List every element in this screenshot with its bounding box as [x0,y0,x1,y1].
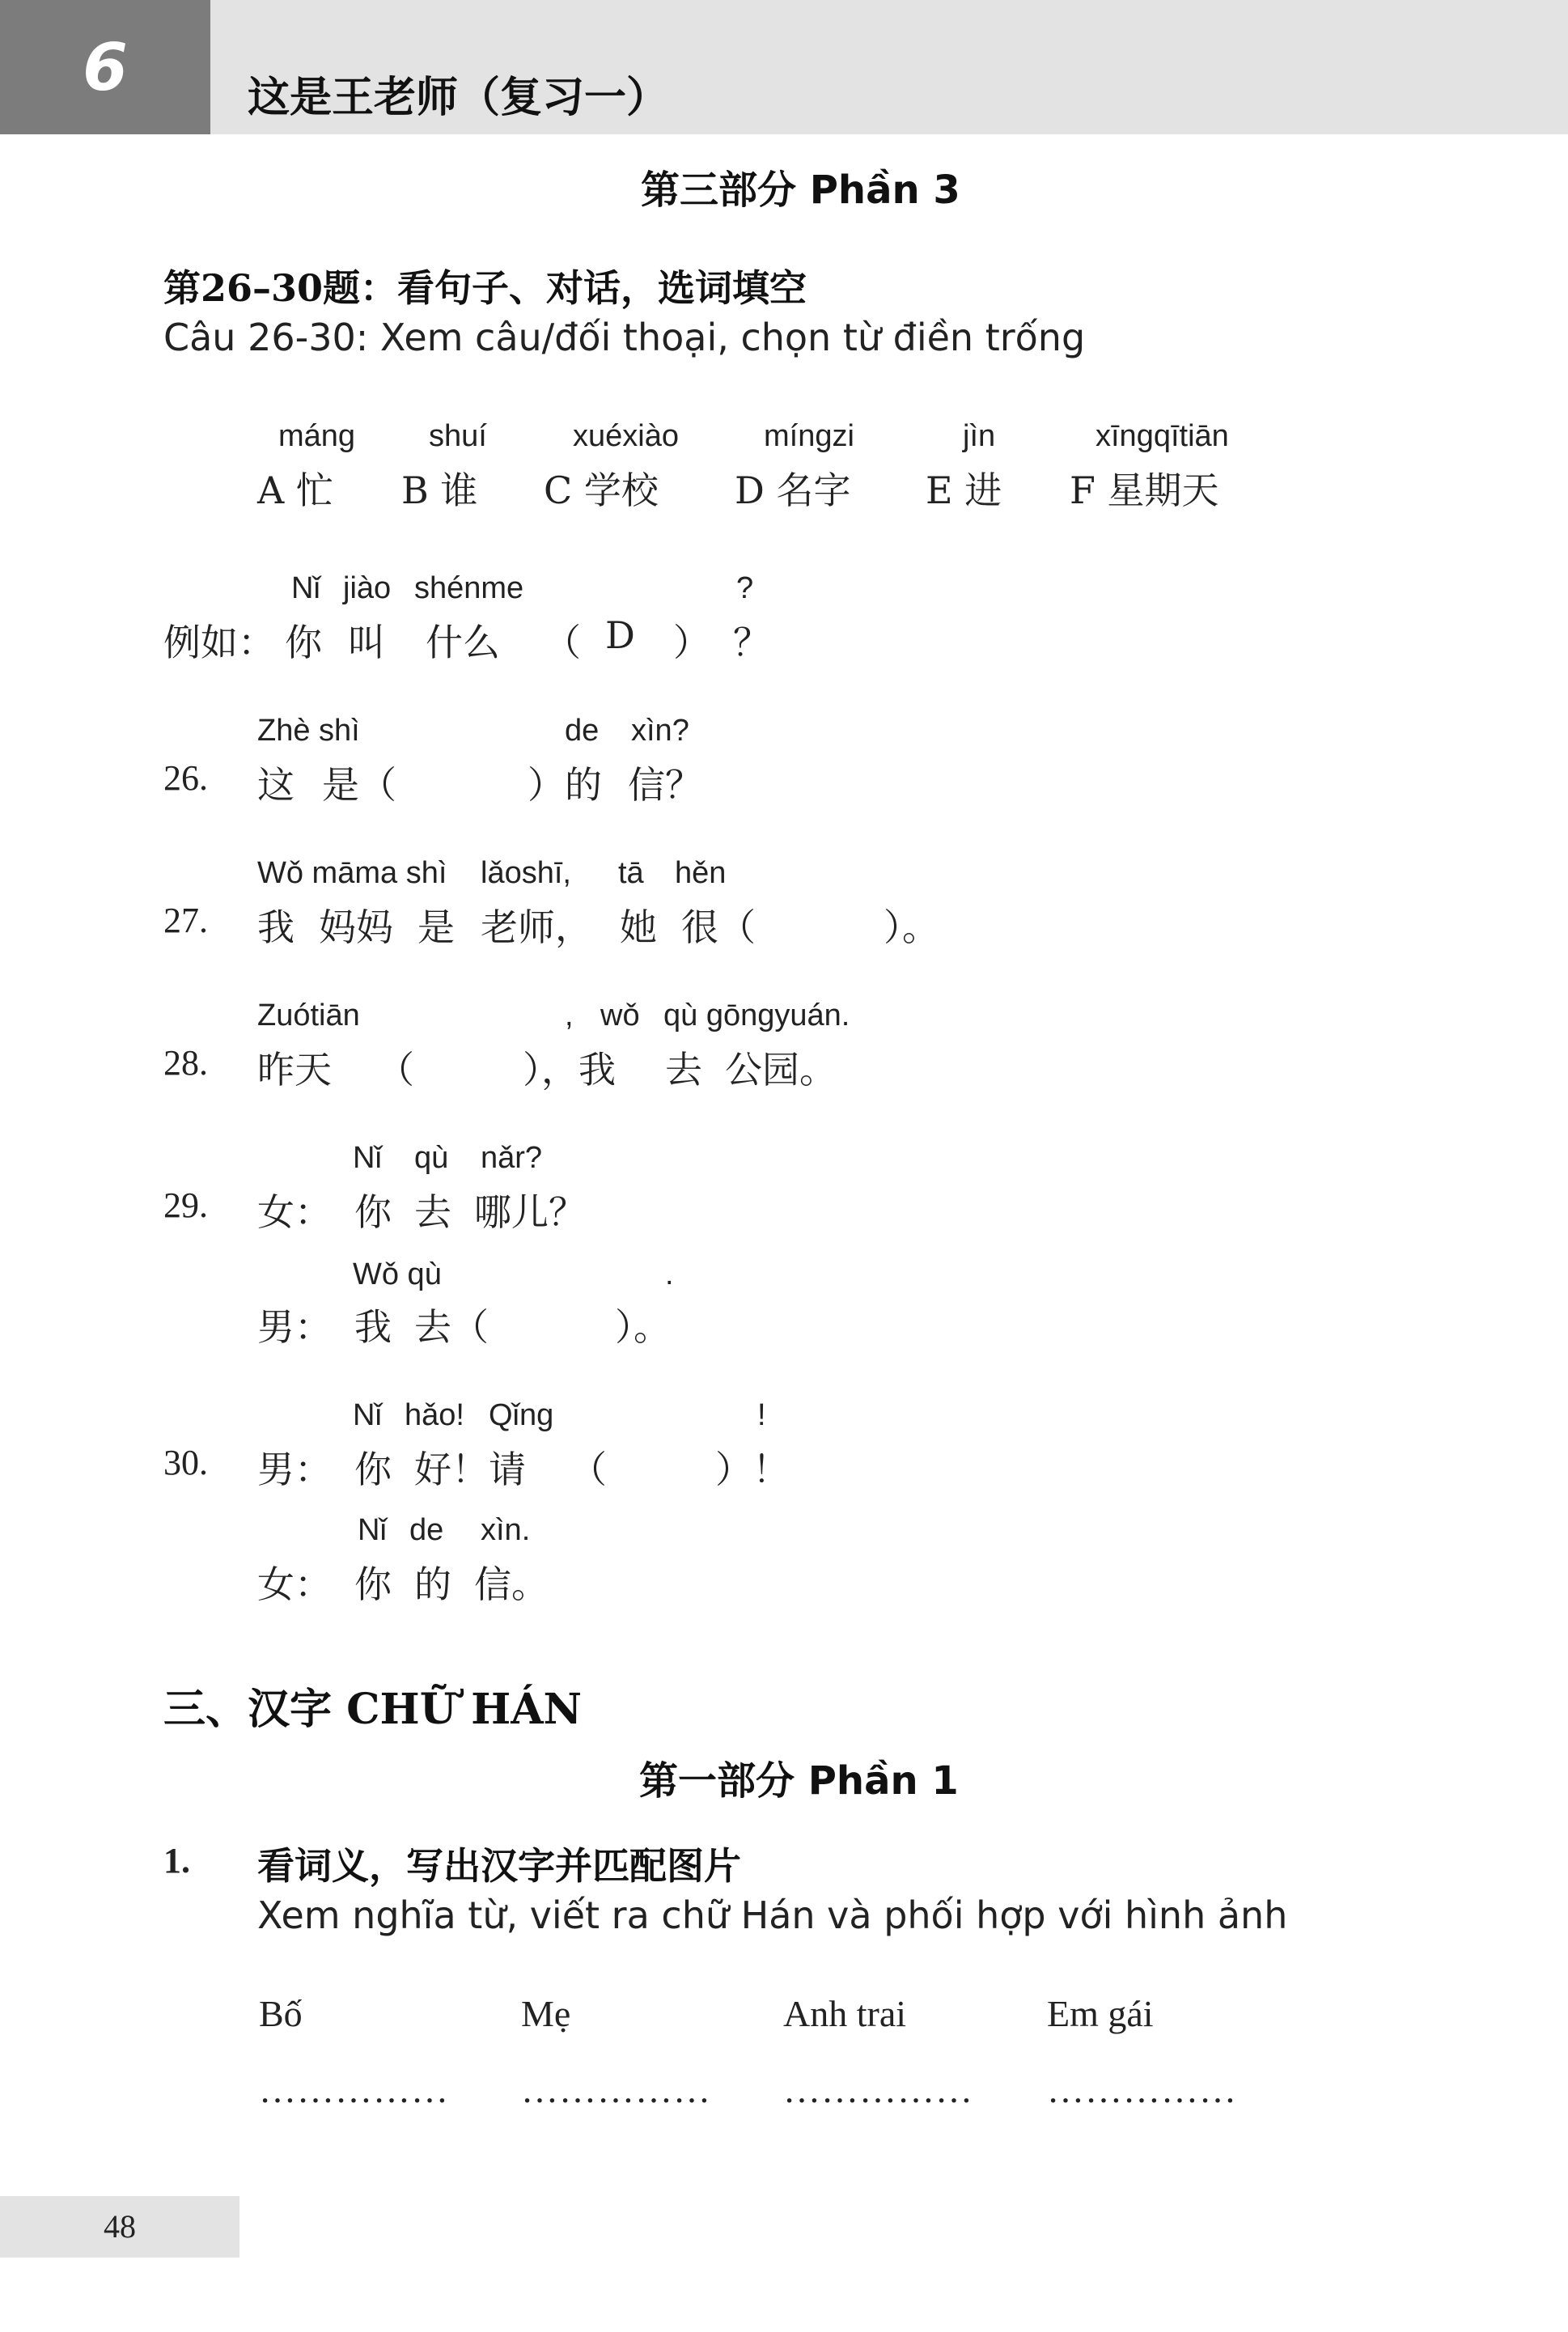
q28-hanzi-5: 公园。 [725,1048,837,1092]
item-1-number: 1. [163,1841,190,1880]
option-f: F 星期天 [1070,469,1219,512]
example-hanzi-7: ？ [733,621,770,664]
part3-instruction-vi: Câu 26-30: Xem câu/đối thoại, chọn từ điền trống [163,316,1086,359]
q30-pinyin-2: hǎo! [405,1398,464,1432]
part1-title: 第一部分 Phần 1 [639,1758,959,1804]
answer-blank-3[interactable]: …………… [783,2069,973,2110]
q30-hanzi-4: ）！ [715,1448,790,1491]
option-d-pinyin: míngzi [764,419,854,453]
q26-pinyin-2: de [565,714,600,748]
q29-pinyin-3: nǎr? [481,1141,543,1175]
answer-blank-4[interactable]: …………… [1047,2069,1237,2110]
word-me: Mẹ [521,1993,571,2034]
q27-hanzi-1: 我 [257,905,295,949]
option-b-pinyin: shuí [429,419,487,453]
lesson-number: 6 [83,29,128,105]
q26-pinyin-3: xìn? [631,714,689,748]
q28-pinyin-4: qù gōngyuán. [663,999,850,1032]
q29-hanzi-2: 去 [414,1190,451,1234]
q29-hanzi-1: 你 [354,1190,392,1234]
example-answer: D [605,613,635,657]
q27-hanzi-6: 很（ [681,905,756,949]
q30-reply-hanzi-1: 你 [354,1562,392,1606]
q27-hanzi-7: ）。 [884,905,939,949]
q28-number: 28. [163,1043,208,1083]
q30-pinyin-4: ! [757,1398,766,1432]
word-em-gai: Em gái [1047,1993,1154,2034]
example-hanzi-2: 叫 [348,621,385,664]
option-c-pinyin: xuéxiào [573,419,679,453]
option-b: B 谁 [401,469,478,512]
q30-speaker-1: 男： [257,1448,332,1491]
q28-hanzi-4: 去 [665,1048,702,1092]
item-1-instruction-vi: Xem nghĩa từ, viết ra chữ Hán và phối hợp với hình ảnh [257,1893,1288,1937]
example-pinyin-4: ? [736,571,754,605]
q29-reply-pinyin-1: Wǒ qù [353,1257,442,1291]
example-hanzi-6: ） [673,621,710,664]
option-a-pinyin: máng [278,419,356,453]
word-bo: Bố [259,1993,303,2034]
q28-hanzi-1: 昨天 [257,1048,332,1092]
q30-reply-hanzi-3: 信。 [474,1562,549,1606]
q27-pinyin-1: Wǒ māma shì [257,856,447,890]
q29-pinyin-1: Nǐ [353,1141,382,1175]
q30-pinyin-3: Qǐng [489,1398,554,1432]
q29-pinyin-2: qù [414,1141,449,1175]
q29-reply-hanzi-1: 我 [354,1305,392,1349]
q30-hanzi-3: （ [570,1448,607,1491]
q30-reply-pinyin-1: Nǐ [358,1513,387,1547]
q27-pinyin-2: lǎoshī, [481,856,571,890]
example-prefix: 例如： [163,621,275,664]
q26-hanzi-4: 信？ [628,763,702,807]
q27-hanzi-4: 老师， [481,905,592,949]
part3-title: 第三部分 Phần 3 [641,167,960,213]
item-1-instruction-cn: 看词义，写出汉字并匹配图片 [257,1844,741,1888]
example-hanzi-3: 什么 [426,621,500,664]
option-d: D 名字 [735,469,851,512]
q26-pinyin-1: Zhè shì [257,714,360,748]
q28-hanzi-3: ），我 [523,1048,616,1092]
q30-number: 30. [163,1443,208,1482]
q28-pinyin-1: Zuótiān [257,999,360,1032]
answer-blank-2[interactable]: …………… [521,2069,711,2110]
q30-reply-pinyin-3: xìn. [481,1513,531,1547]
q26-number: 26. [163,758,208,798]
q29-hanzi-3: 哪儿？ [474,1190,586,1234]
page-number: 48 [104,2208,136,2245]
q30-reply-hanzi-2: 的 [414,1562,451,1606]
q29-speaker-1: 女： [257,1190,332,1234]
part3-instruction-cn: 第26–30题：看句子、对话，选词填空 [163,266,807,310]
q29-number: 29. [163,1185,208,1225]
q26-hanzi-2: 是（ [322,763,396,807]
example-hanzi-1: 你 [285,621,322,664]
q27-hanzi-3: 是 [417,905,455,949]
q29-reply-hanzi-3: ）。 [615,1305,671,1349]
q26-hanzi-3: ）的 [528,763,602,807]
q30-speaker-2: 女： [257,1562,332,1606]
q30-reply-pinyin-2: de [409,1513,444,1547]
q28-pinyin-3: wǒ [600,999,640,1032]
example-hanzi-4: （ [544,621,581,664]
q28-hanzi-2: （ [377,1048,414,1092]
section-heading-hanzi: 三、汉字 CHỮ HÁN [163,1685,583,1734]
q29-reply-hanzi-2: 去（ [414,1305,489,1349]
q30-hanzi-2: 好！请 [414,1448,526,1491]
q27-hanzi-5: 她 [620,905,657,949]
q26-hanzi-1: 这 [257,763,295,807]
answer-blank-1[interactable]: …………… [259,2069,449,2110]
option-e: E 进 [926,469,1002,512]
lesson-header-bar [0,0,1568,134]
q29-speaker-2: 男： [257,1305,332,1349]
option-c: C 学校 [544,469,659,512]
q29-reply-pinyin-2: . [665,1257,674,1291]
q27-hanzi-2: 妈妈 [319,905,393,949]
example-pinyin-2: jiào [343,571,392,605]
example-pinyin-1: Nǐ [291,571,320,605]
q27-number: 27. [163,901,208,940]
q27-pinyin-4: hěn [675,856,727,890]
option-f-pinyin: xīngqītiān [1095,419,1229,453]
q30-hanzi-1: 你 [354,1448,392,1491]
option-e-pinyin: jìn [963,419,996,453]
option-a: A 忙 [257,469,333,512]
q28-pinyin-2: , [565,999,574,1032]
example-pinyin-3: shénme [414,571,524,605]
q27-pinyin-3: tā [618,856,644,890]
q30-pinyin-1: Nǐ [353,1398,382,1432]
word-anh-trai: Anh trai [783,1993,907,2034]
lesson-title: 这是王老师（复习一） [248,74,669,122]
